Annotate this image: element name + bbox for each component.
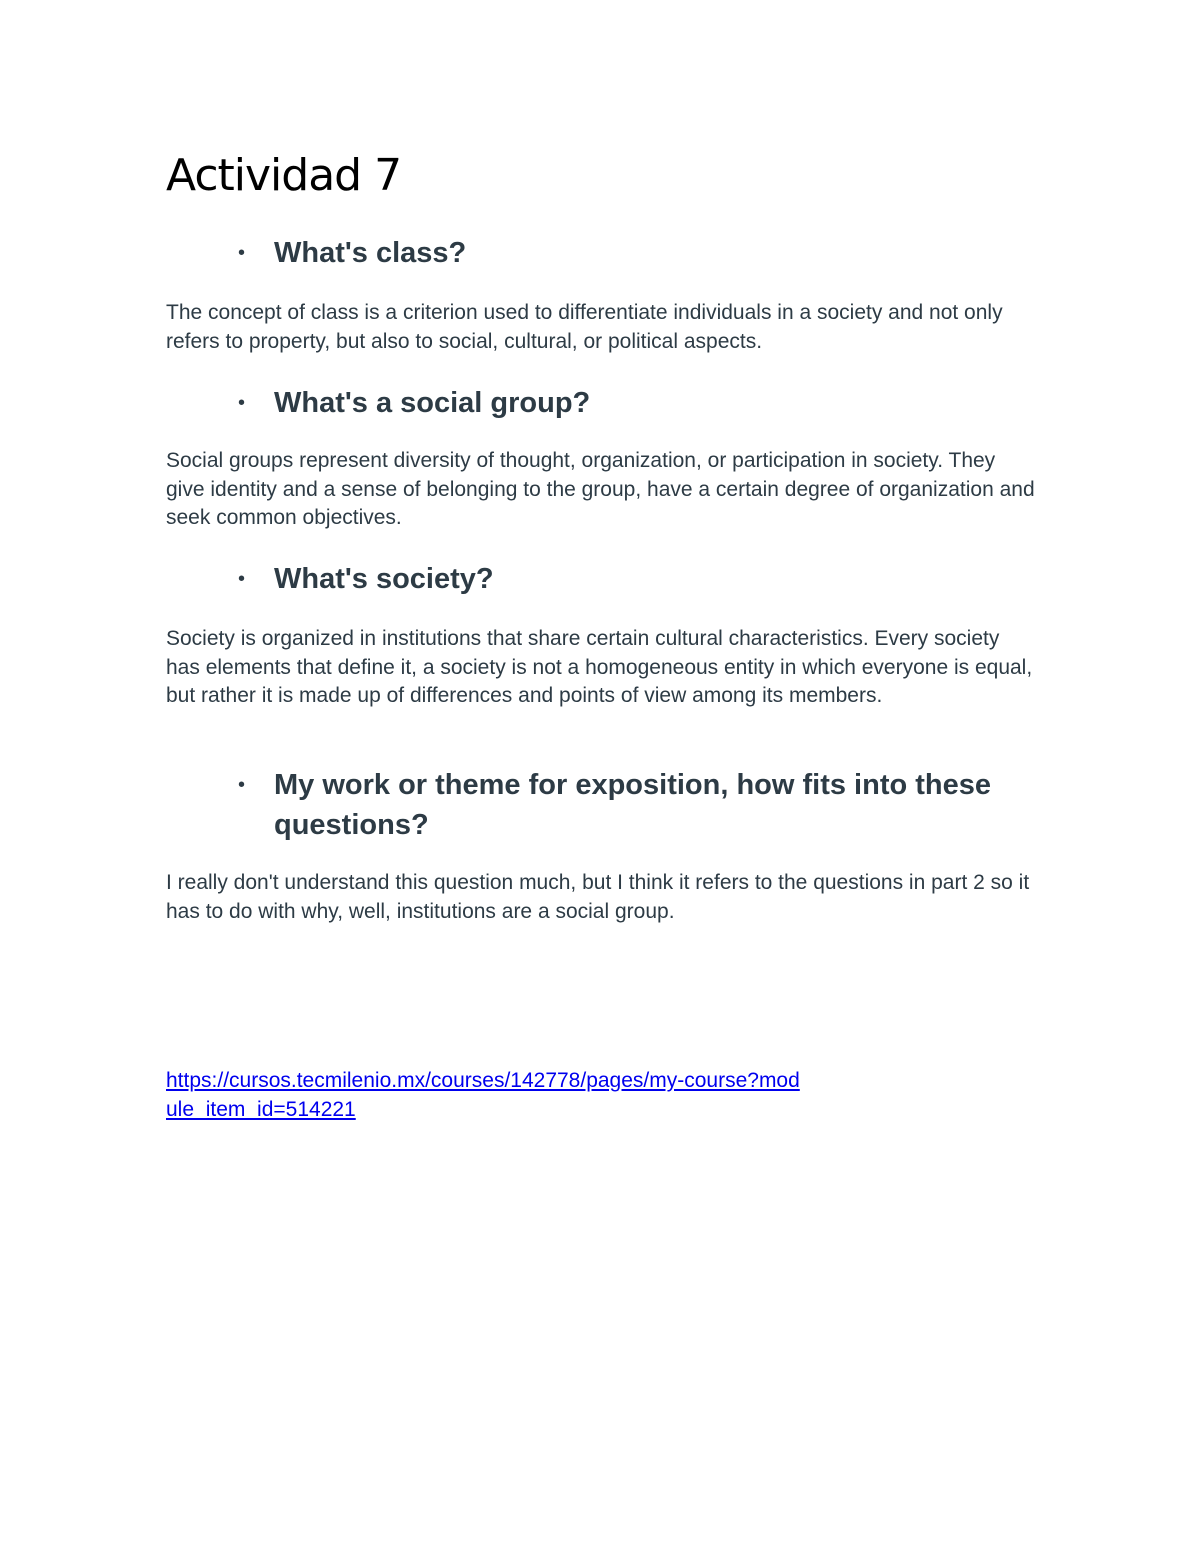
bullet-icon: •	[238, 392, 246, 414]
document-title: Actividad 7	[166, 150, 402, 201]
question-text: What's a social group?	[274, 387, 591, 419]
question-heading-society	[238, 559, 1038, 599]
question-text: What's society?	[274, 563, 494, 595]
question-text: What's class?	[274, 237, 467, 269]
question-text: My work or theme for exposition, how fits into these questions?	[274, 769, 992, 841]
course-link[interactable]: https://cursos.tecmilenio.mx/courses/142778/pages/my-course?module_item_id=514221	[166, 1069, 800, 1121]
bullet-icon: •	[238, 242, 246, 264]
answer-paragraph-social-group: Social groups represent diversity of thought, organization, or participation in society. They give identity and a sense of belonging to the group, have a certain degree of organization and seek common objectives.	[166, 449, 1035, 529]
bullet-icon: •	[238, 568, 246, 590]
bullet-icon: •	[238, 774, 246, 796]
question-heading-social-group	[238, 383, 1038, 423]
answer-paragraph-society: Society is organized in institutions that share certain cultural characteristics. Every society has elements that define it, a society is not a homogeneous entity in which everyone is equal, but rather it is made up of differences and points of view among its members.	[166, 627, 1033, 707]
answer-paragraph-exposition: I really don't understand this question much, but I think it refers to the questions in part 2 so it has to do with why, well, institutions are a social group.	[166, 871, 1030, 923]
question-heading-exposition	[238, 765, 1028, 845]
question-heading-class	[238, 233, 1038, 273]
answer-paragraph-class: The concept of class is a criterion used to differentiate individuals in a society and not only refers to property, but also to social, cultural, or political aspects.	[166, 301, 1003, 353]
